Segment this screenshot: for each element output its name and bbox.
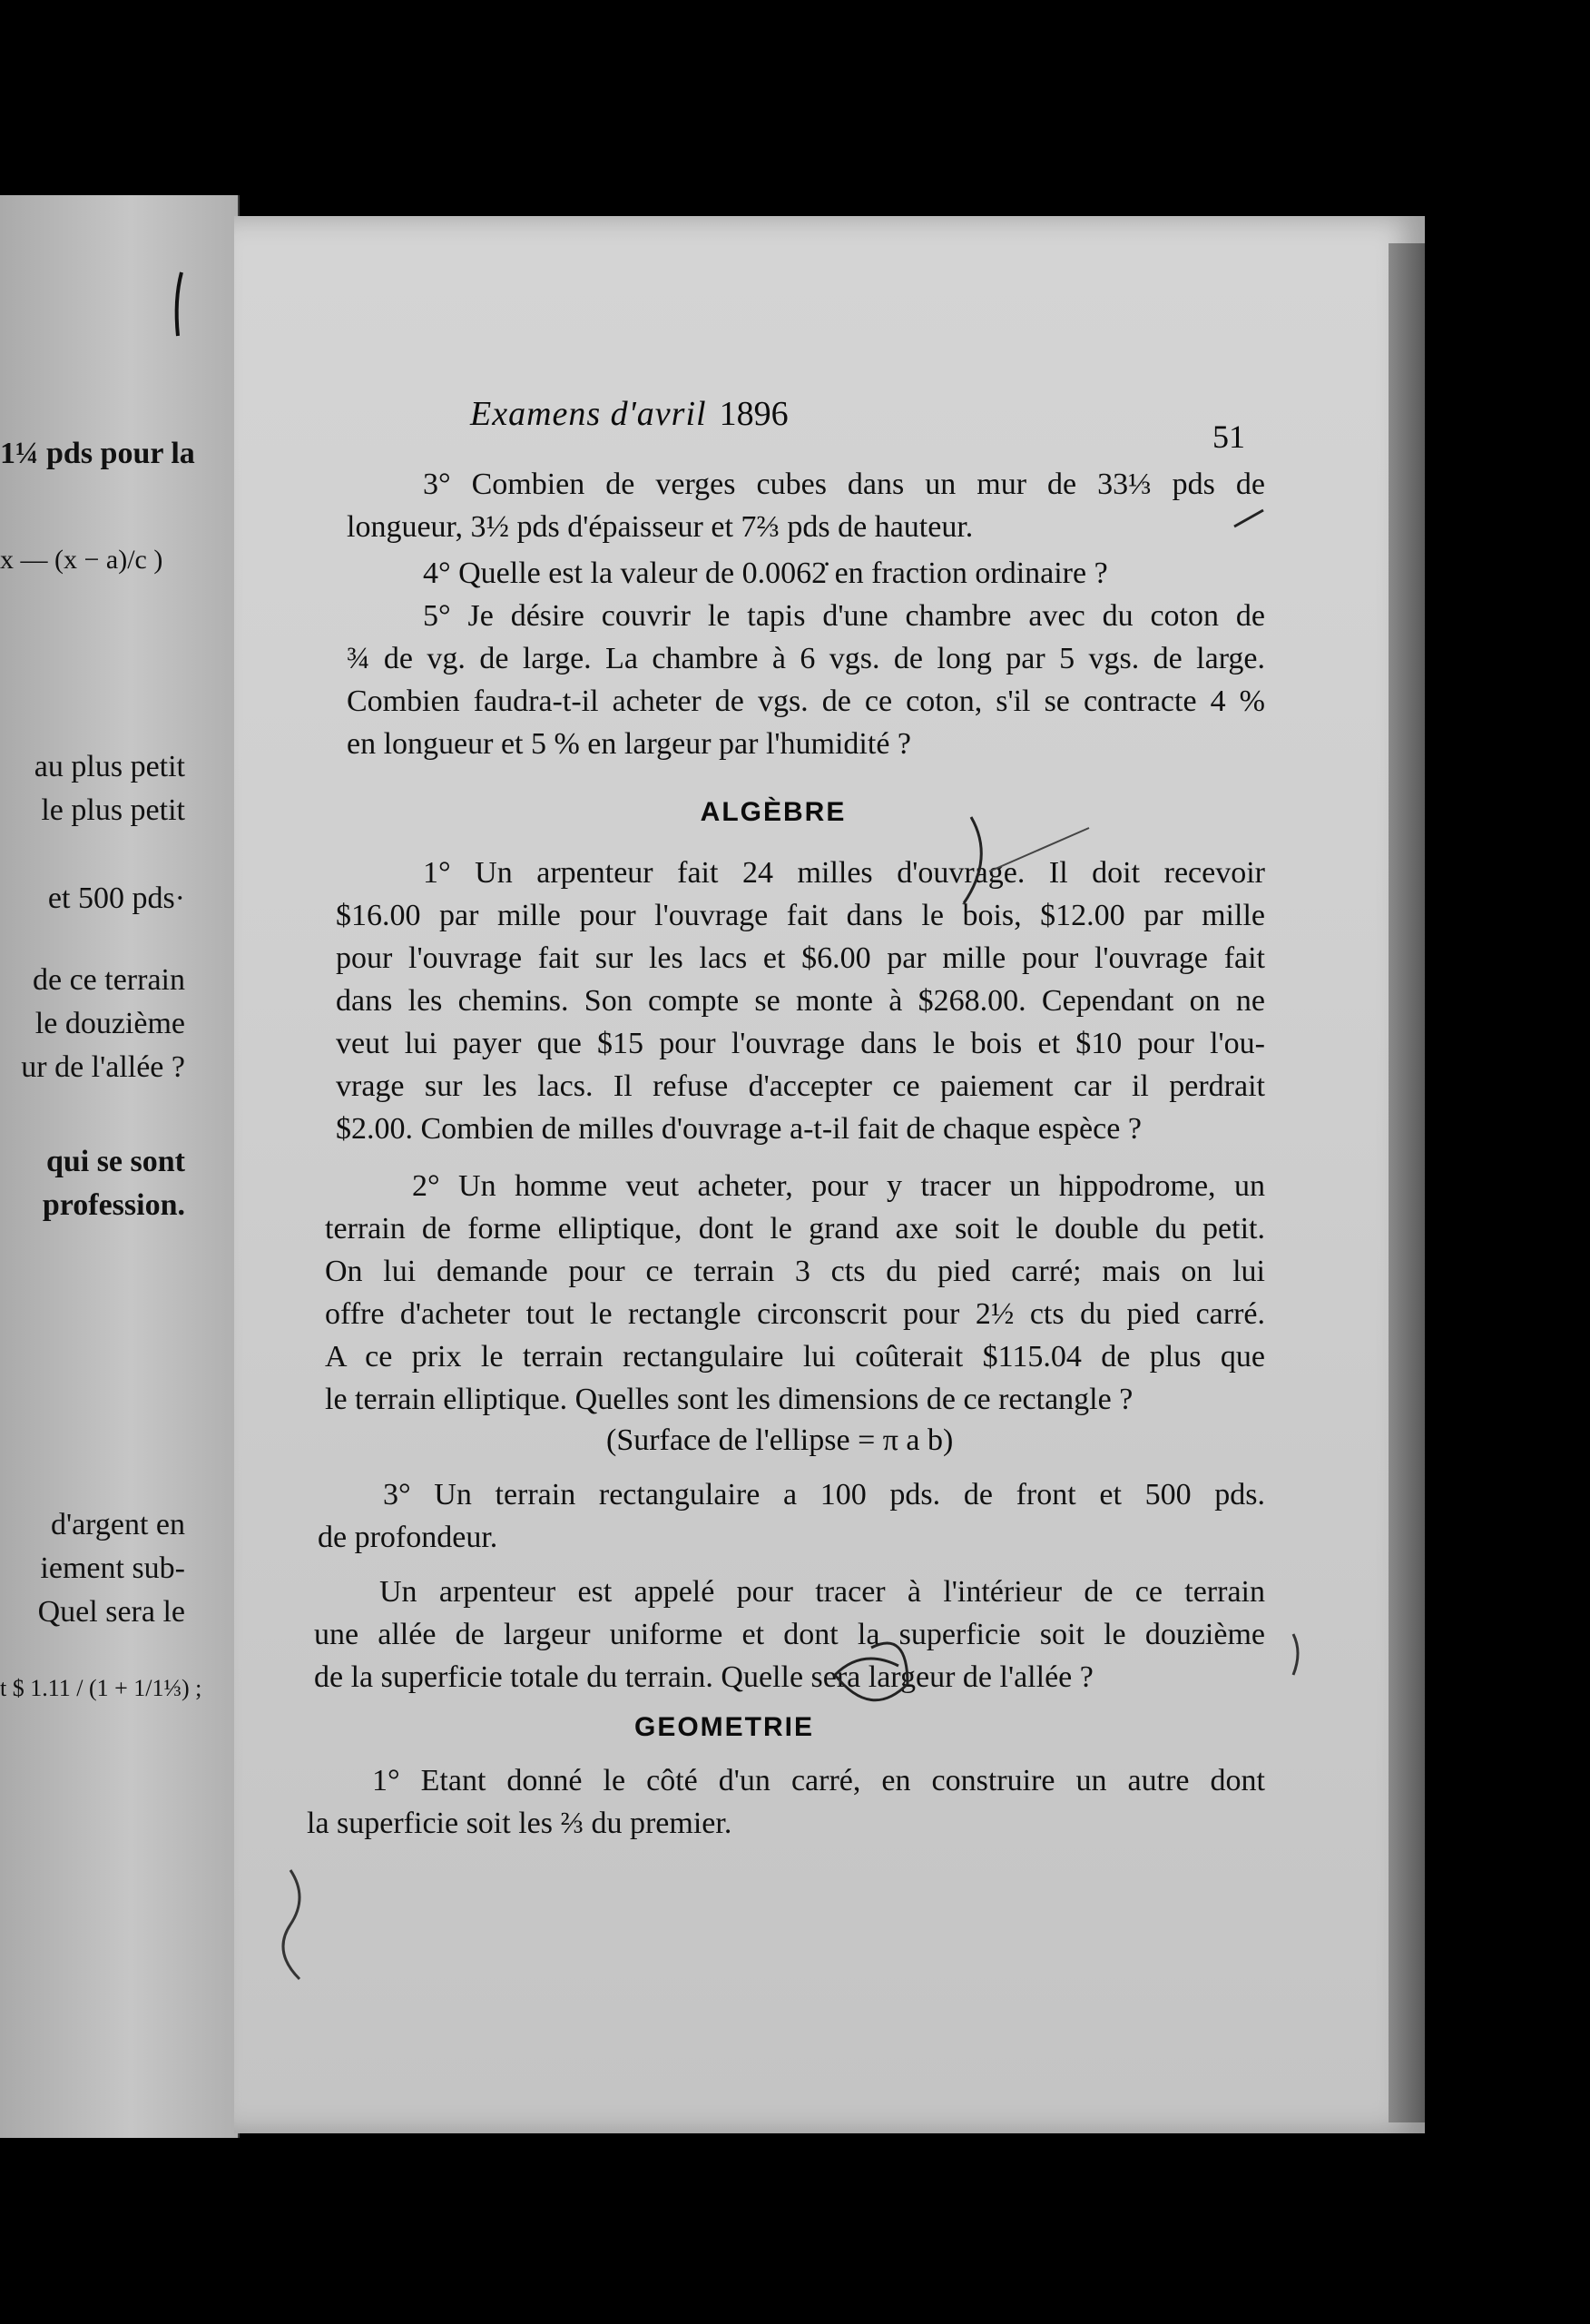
left-page-fragment: d'argent en	[50, 1508, 185, 1541]
text-line: de la superficie totale du terrain. Quelle sera largeur de l'allée ?	[314, 1660, 1094, 1694]
left-page-fragment: le douzième	[34, 1007, 185, 1040]
left-page-fragment: de ce terrain	[33, 963, 185, 997]
running-head-year: 1896	[719, 395, 789, 433]
section-heading-geometry: GEOMETRIE	[633, 1712, 814, 1742]
text-line: offre d'acheter tout le rectangle circonscrit pour 2½ cts du pied carré.	[325, 1297, 1265, 1331]
text-line: 3° Combien de verges cubes dans un mur de 33⅓ pds de	[423, 468, 1265, 501]
left-page-fragment: et 500 pds·	[47, 881, 185, 915]
text-line: 3° Un terrain rectangulaire a 100 pds. de front et 500 pds.	[383, 1478, 1265, 1512]
text-line: vrage sur les lacs. Il refuse d'accepter ce paiement car il perdrait	[336, 1069, 1265, 1103]
left-page-fragment: au plus petit	[34, 750, 185, 783]
pencil-scribble-mark	[835, 1643, 908, 1700]
text-line: Un arpenteur est appelé pour tracer à l'intérieur de ce terrain	[379, 1575, 1265, 1609]
text-line: une allée de largeur uniforme et dont la superficie soit le douzième	[314, 1618, 1265, 1651]
left-page-formula: t $ 1.11 / (1 + 1/1⅓) ;	[0, 1675, 202, 1701]
text-line: en longueur et 5 % en largeur par l'humidité ?	[347, 727, 912, 761]
text-line: pour l'ouvrage fait sur les lacs et $6.00 par mille pour l'ouvrage fait	[336, 941, 1265, 975]
pencil-bracket-mark	[177, 272, 182, 336]
left-page-formula: x — (x − a)/c )	[0, 545, 163, 575]
pencil-margin-mark	[1293, 1634, 1298, 1675]
text-line: dans les chemins. Son compte se monte à $268.00. Cependant on ne	[336, 984, 1265, 1018]
text-line: 5° Je désire couvrir le tapis d'une chambre avec du coton de	[423, 599, 1265, 633]
left-page-fragment: qui se sont	[45, 1145, 185, 1178]
pencil-margin-squiggle	[283, 1870, 299, 1979]
text-line: terrain de forme elliptique, dont le grand axe soit le double du petit.	[325, 1212, 1265, 1246]
left-page-fragment: Quel sera le	[37, 1595, 185, 1629]
text-line: 2° Un homme veut acheter, pour y tracer un hippodrome, un	[412, 1169, 1265, 1203]
text-line: $16.00 par mille pour l'ouvrage fait dans le bois, $12.00 par mille	[336, 899, 1265, 932]
pencil-parenthesis-mark	[964, 817, 981, 903]
left-page-fragment: le plus petit	[41, 793, 185, 827]
text-line: 4° Quelle est la valeur de 0.0062̇ en fraction ordinaire ?	[423, 556, 1108, 590]
text-line: ¾ de vg. de large. La chambre à 6 vgs. de long par 5 vgs. de large.	[347, 642, 1265, 675]
page-number: 51	[1212, 419, 1245, 455]
pencil-tick-mark	[1234, 510, 1263, 527]
text-line: de profondeur.	[318, 1521, 498, 1554]
text-line: le terrain elliptique. Quelles sont les dimensions de ce rectangle ?	[325, 1383, 1134, 1416]
section-heading-algebra: ALGÈBRE	[700, 797, 847, 827]
running-head-title: Examens d'avril	[470, 395, 707, 433]
text-line: Combien faudra-t-il acheter de vgs. de ce coton, s'il se contracte 4 %	[347, 684, 1265, 718]
text-line: 1° Etant donné le côté d'un carré, en construire un autre dont	[372, 1764, 1265, 1797]
text-line: veut lui payer que $15 pour l'ouvrage dans le bois et $10 pour l'ou-	[336, 1027, 1265, 1060]
text-line: $2.00. Combien de milles d'ouvrage a-t-il fait de chaque espèce ?	[336, 1112, 1142, 1146]
left-page-fragment: ur de l'allée ?	[21, 1050, 185, 1084]
left-page-fragment: 1¼ pds pour la	[0, 437, 195, 470]
text-line: 1° Un arpenteur fait 24 milles d'ouvrage. Il doit recevoir	[423, 856, 1265, 890]
text-line: A ce prix le terrain rectangulaire lui coûterait $115.04 de plus que	[325, 1340, 1265, 1374]
ellipse-area-formula: (Surface de l'ellipse = π a b)	[606, 1423, 954, 1457]
pencil-dash-mark	[989, 828, 1089, 872]
text-line: la superficie soit les ⅔ du premier.	[307, 1807, 732, 1840]
text-line: longueur, 3½ pds d'épaisseur et 7⅔ pds de hauteur.	[347, 510, 974, 544]
left-page-fragment: iement sub-	[40, 1551, 185, 1585]
text-line: On lui demande pour ce terrain 3 cts du pied carré; mais on lui	[325, 1255, 1265, 1288]
left-page-fragment: profession.	[42, 1188, 185, 1222]
